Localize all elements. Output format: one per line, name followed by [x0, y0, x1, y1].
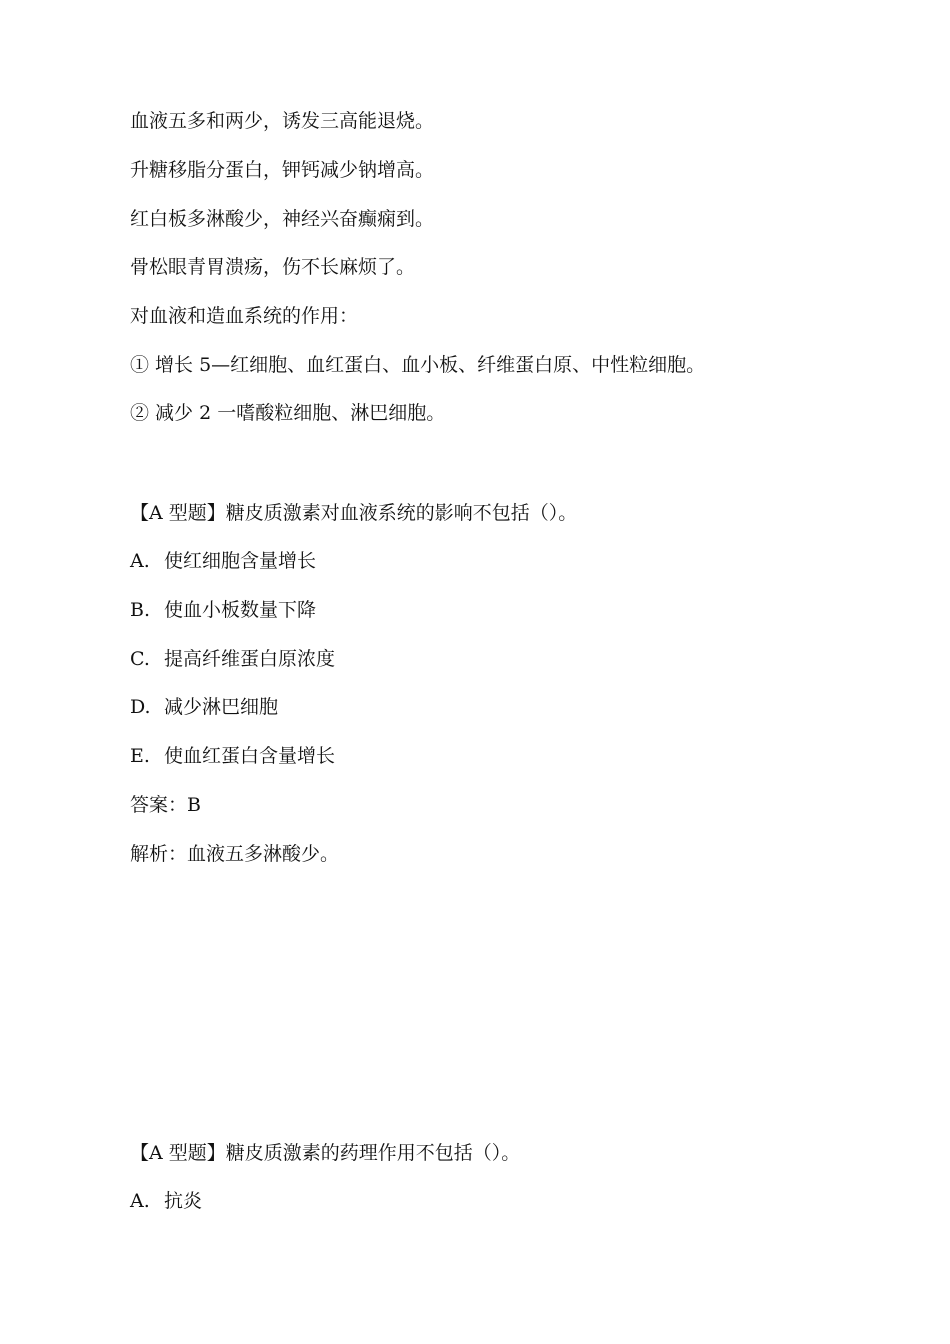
- question1-stem: 【A 型题】糖皮质激素对血液系统的影响不包括（）。: [130, 502, 578, 524]
- mnemonic-line-4: 骨松眼青胃溃疡，伤不长麻烦了。: [130, 256, 416, 278]
- question1-option-e: [130, 744, 335, 768]
- blood-effects-increase: ① 增长 5—红细胞、血红蛋白、血小板、纤维蛋白原、中性粒细胞。: [130, 354, 706, 376]
- option-key: C.: [130, 648, 150, 670]
- option-text: 提高纤维蛋白原浓度: [164, 648, 336, 670]
- blood-effects-decrease: ② 减少 2 一嗜酸粒细胞、淋巴细胞。: [130, 402, 446, 424]
- question1-option-c: [130, 647, 335, 671]
- option-key: A.: [130, 1190, 150, 1212]
- option-key: D.: [130, 696, 151, 718]
- option-key: A.: [130, 550, 150, 572]
- question2-option-a: [130, 1189, 202, 1213]
- option-text: 抗炎: [164, 1190, 203, 1212]
- mnemonic-line-2: 升糖移脂分蛋白，钾钙减少钠增高。: [130, 159, 435, 181]
- question1-analysis: 解析：血液五多淋酸少。: [130, 843, 340, 865]
- question2-stem: 【A 型题】糖皮质激素的药理作用不包括（）。: [130, 1142, 521, 1164]
- question1-option-a: [130, 549, 316, 573]
- option-key: E.: [130, 745, 150, 767]
- question1-answer: 答案：B: [130, 794, 201, 816]
- option-text: 使血小板数量下降: [164, 599, 317, 621]
- question1-option-d: [130, 695, 278, 719]
- option-text: 使红细胞含量增长: [164, 550, 317, 572]
- question1-option-b: [130, 598, 316, 622]
- option-text: 减少淋巴细胞: [164, 696, 279, 718]
- blood-effects-heading: 对血液和造血系统的作用：: [130, 305, 359, 327]
- mnemonic-line-1: 血液五多和两少，诱发三高能退烧。: [130, 110, 435, 132]
- option-key: B.: [130, 599, 151, 621]
- option-text: 使血红蛋白含量增长: [164, 745, 336, 767]
- mnemonic-line-3: 红白板多淋酸少，神经兴奋癫痫到。: [130, 208, 435, 230]
